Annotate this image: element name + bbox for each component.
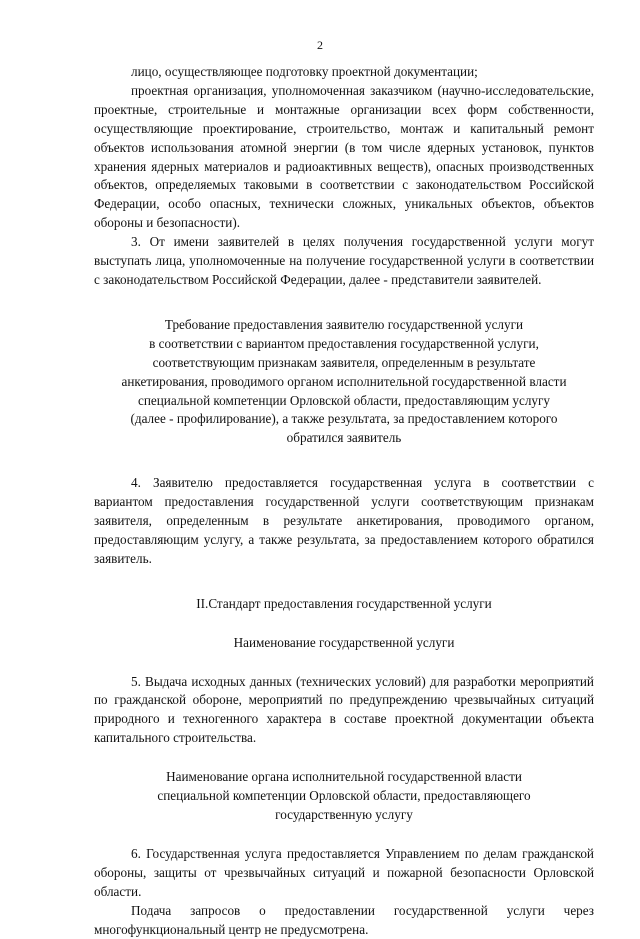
paragraph-applicant-person: лицо, осуществляющее подготовку проектной документации; [131,64,478,79]
page-number: 2 [317,38,323,52]
heading-line: специальной компетенции Орловской области, предоставляющего [157,788,531,804]
heading-line: государственную услугу [275,807,413,822]
heading-line: обратился заявитель [286,430,402,446]
heading-line: (далее - профилирование), а также результата, за предоставлением которого [130,411,558,427]
heading-line: Требование предоставления заявителю государственной услуги [164,316,524,332]
heading-line: в соответствии с вариантом предоставления государственной услуги, [149,335,539,351]
paragraph-mfc-requests: Подача запросов о предоставлении государственной услуги через многофункциональный центр не предусмотрена. [94,902,594,937]
paragraph-design-organization: проектная организация, уполномоченная заказчиком (научно-исследовательские, проектные, строительные и монтажные организации всех форм собственности, осуществляющие проектирование, строительство, монтаж и капитальный ремонт объектов использования атомной энергии (в том числе ядерных установок, пунктов хранения ядерных материалов и радиоактивных веществ), опасных производственных объектов, определяемых таковыми в соответствии с законодательством Российской Федерации, особо опасных, технически сложных, уникальных объектов, объектов обороны и безопасности). [94,82,594,231]
paragraph-5-service-name: 5. Выдача исходных данных (технических условий) для разработки мероприятий по гражданской обороне, мероприятий по предупреждению чрезвычайных ситуаций природного и техногенного характера в составе проектной документации объекта капитального строительства. [94,673,594,746]
paragraph-6-authority: 6. Государственная услуга предоставляется Управлением по делам гражданской обороны, защиты от чрезвычайных ситуаций и пожарной безопасности Орловской области. [94,845,594,899]
heading-service-name: Наименование государственной услуги [233,634,455,650]
paragraph-4-variant: 4. Заявителю предоставляется государственная услуга в соответствии с вариантом предоставления государственной услуги соответствующим признакам заявителя, определенным в результате анкетирования, проводимого органом, предоставляющим услугу, а также результата, за предоставлением которого обратился заявитель. [94,475,594,566]
heading-variant-requirement [94,316,594,448]
section-title: II.Стандарт предоставления государственной услуги [196,595,492,611]
heading-line: Наименование органа исполнительной государственной власти [166,769,522,785]
paragraph-3-representatives: 3. От имени заявителей в целях получения государственной услуги могут выступать лица, уполномоченные на получение государственной услуги в соответствии с законодательством Российской Федерации, далее - представители заявителей. [94,234,594,287]
heading-line: соответствующим признакам заявителя, определенным в результате [152,354,536,370]
document-body [94,63,594,939]
heading-line: анкетирования, проводимого органом исполнительной государственной власти [121,373,567,389]
heading-line: специальной компетенции Орловской области, предоставляющим услугу [137,392,551,408]
heading-authority-name [94,768,594,825]
